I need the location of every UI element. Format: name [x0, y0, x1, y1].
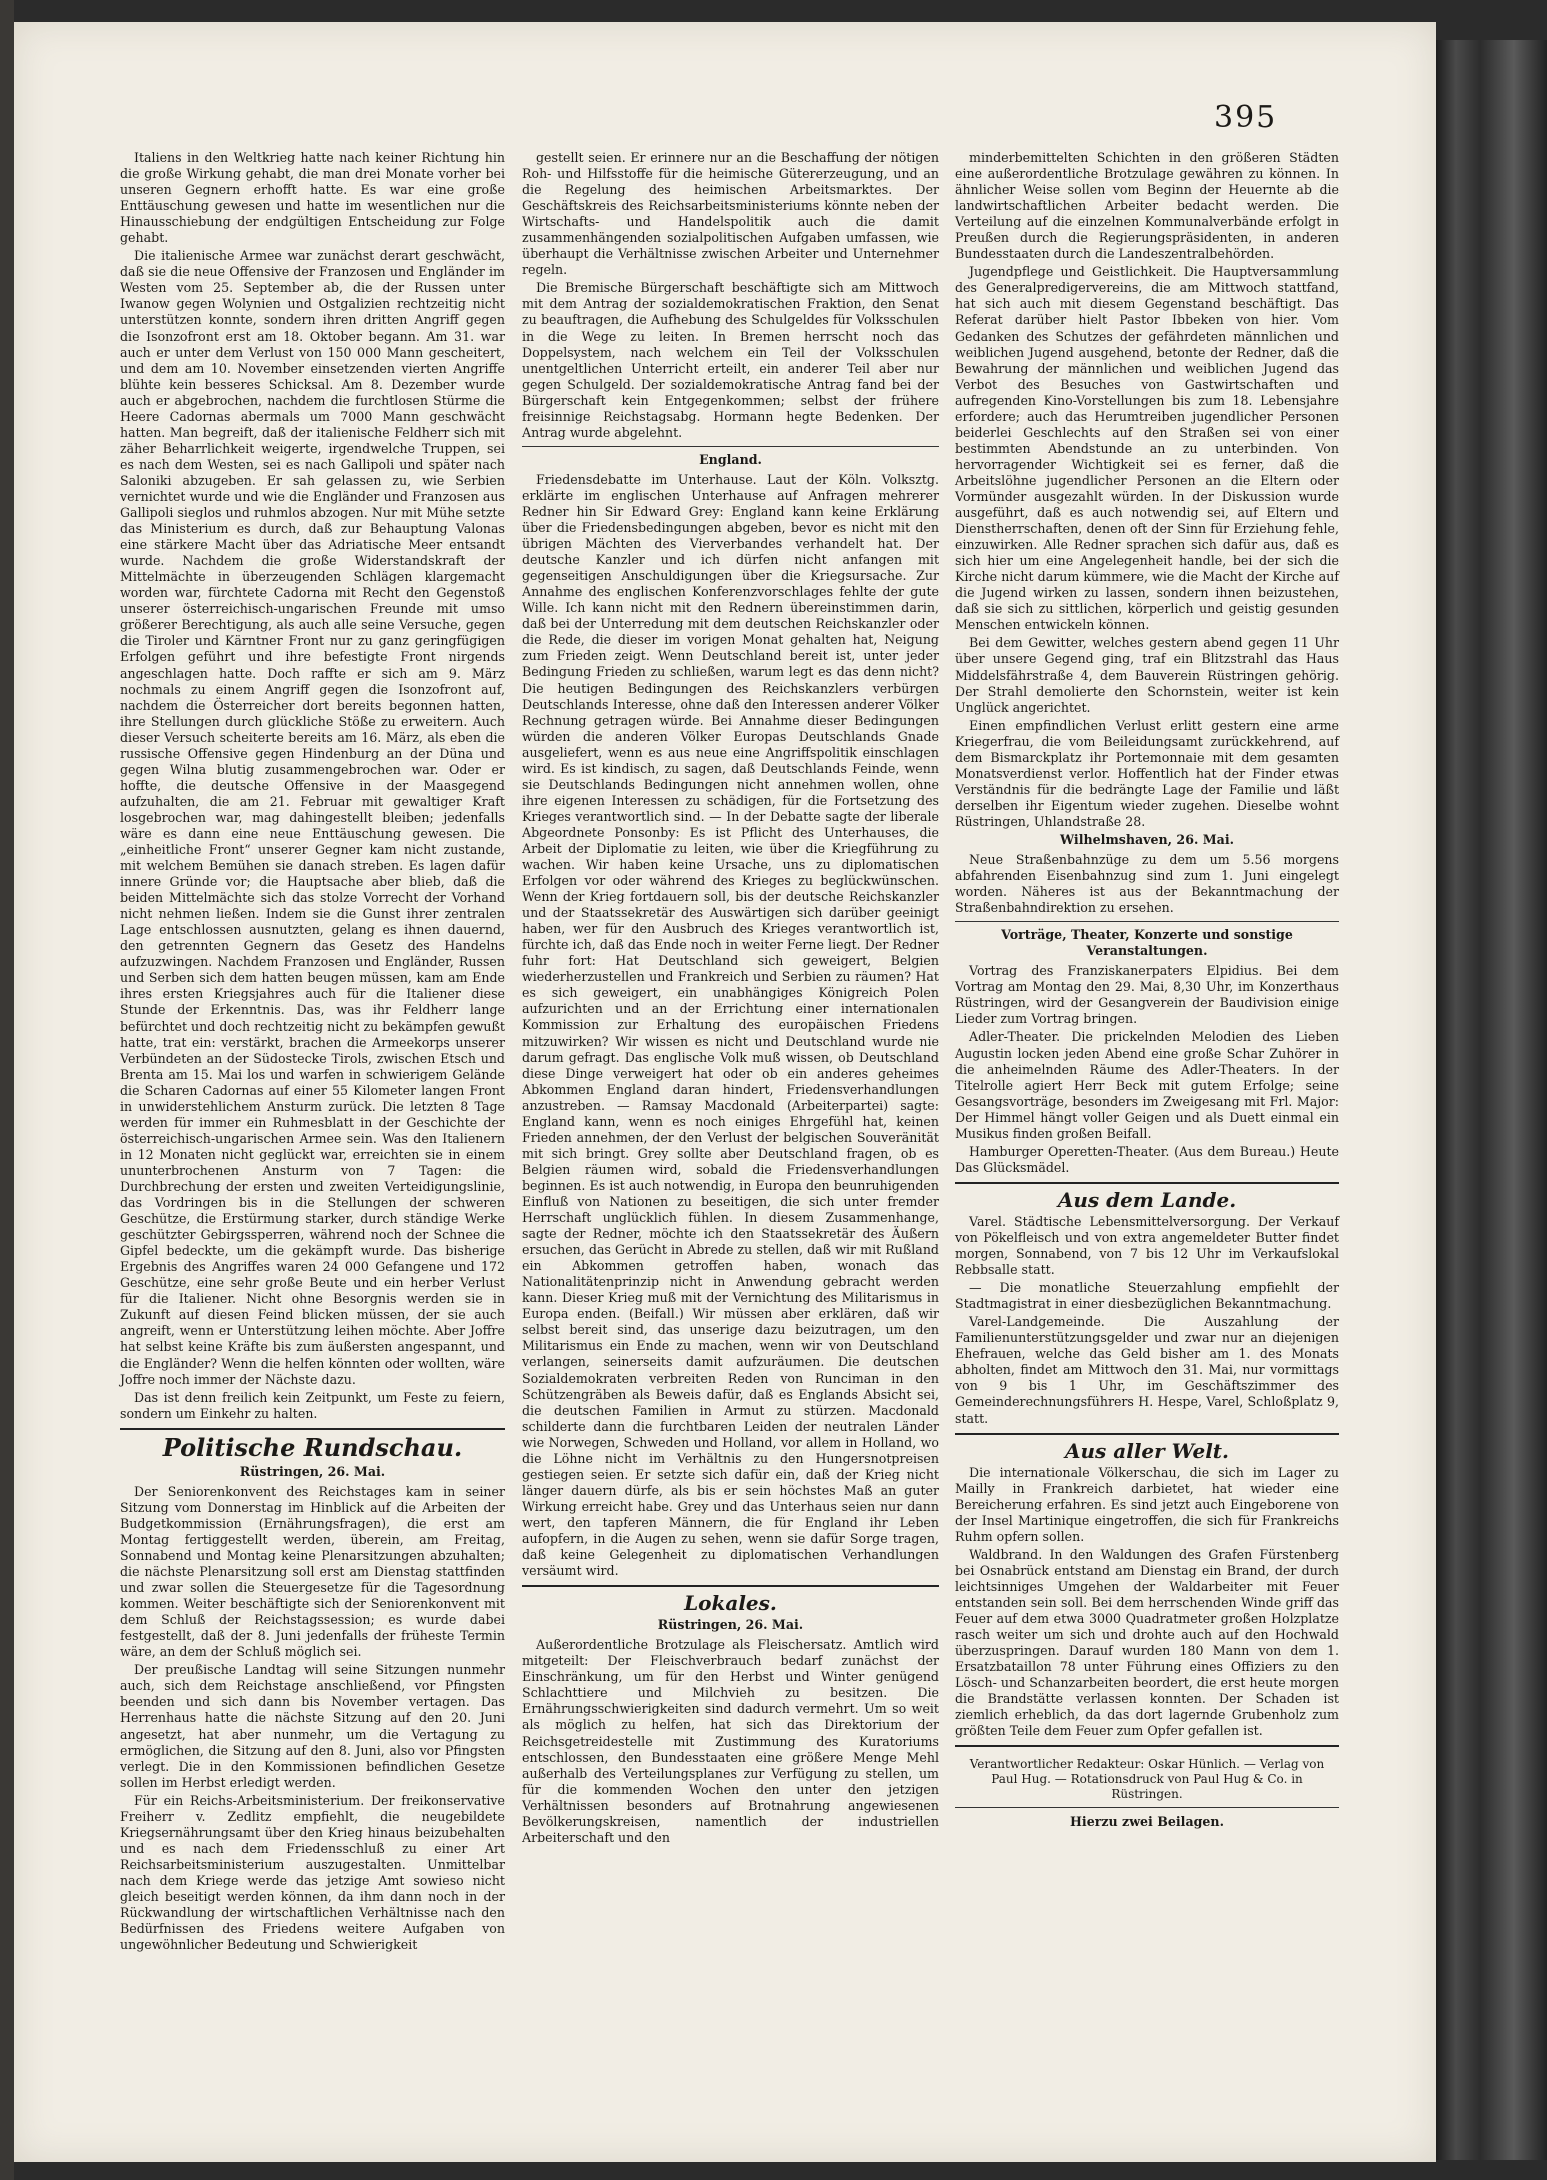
imprint [955, 1757, 1339, 1802]
dateline: Wilhelmshaven, 26. Mai. [1060, 831, 1234, 847]
book-spine [1436, 40, 1547, 2160]
supplements-note: Hierzu zwei Beilagen. [1070, 1814, 1224, 1830]
section-title-lokales: Lokales. [684, 1591, 777, 1616]
section-rule [955, 1433, 1339, 1435]
article-paragraph: Das ist denn freilich kein Zeitpunkt, um Feste zu feiern, sondern um Einkehr zu halten. [120, 1389, 505, 1421]
section-rule [955, 1745, 1339, 1747]
article-paragraph: Der preußische Landtag will seine Sitzungen nunmehr auch, sich dem Reichstage anschließend, vor Pfingsten beenden und sich dann bis November vertagen. Das Herrenhaus hatte die nächste Sitzung auf den 20. Juni angesetzt, hat aber nunmehr, um die Vertagung zu ermöglichen, die Sitzung auf den 8. Juni, also vor Pfingsten verlegt. Die in den Kommissionen befindlichen Gesetze sollen im Herbst erledigt werden. [120, 1662, 505, 1790]
article-paragraph: Neue Straßenbahnzüge zu dem um 5.56 morgens abfahrenden Eisenbahnzug sind zum 1. Juni eingelegt worden. Näheres ist aus der Bekanntmachung der Straßenbahndirektion zu ersehen. [955, 852, 1339, 916]
article-paragraph: Friedensdebatte im Unterhause. Laut der Köln. Volksztg. erklärte im englischen Unterhause auf Anfragen mehrerer Redner hin Sir Edward Grey: England kann keine Erklärung über die Friedensbedingungen abgeben, bevor es nicht mit den übrigen Mächten des Vierverbandes verhandelt hat. Der deutsche Kanzler und ich dürfen nicht anfangen mit gegenseitigen Anschuldigungen über die Kriegsursache. Zur Annahme des englischen Konferenzvorschlages fehlte der gute Wille. Ich kann nicht mit den Rednern übereinstimmen darin, daß bei der Unterredung mit dem deutschen Reichskanzler oder die Rede, die dieser im vorigen Monat gehalten hat, Neigung zum Frieden zeigt. Wenn Deutschland bereit ist, unter jeder Bedingung Frieden zu schließen, warum legt es das denn nicht? Die heutigen Bedingungen des Reichskanzlers verbürgen Deutschlands Interesse, ohne daß den Interessen anderer Völker Rechnung getragen würde. Bei Annahme dieser Bedingungen würden die anderen Völker Europas Deutschlands Gnade ausgeliefert, wenn es aus neue eine Angriffspolitik einschlagen wird. Es ist kindisch, zu sagen, daß Deutschlands Feinde, wenn sie Deutschlands Bedingungen nicht annehmen wollen, ohne ihre eigenen Interessen zu schädigen, für die Fortsetzung des Krieges verantwortlich sind. — In der Debatte sagte der liberale Abgeordnete Ponsonby: Es ist Pflicht des Unterhauses, die Arbeit der Diplomatie zu leiten, wie über die Kriegführung zu wachen. Wir haben keine Ursache, uns zu diplomatischen Erfolgen vor oder während des Krieges zu beglückwünschen. Wenn der Krieg fortdauern soll, bis der deutsche Reichskanzler und der Staatssekretär des Auswärtigen sich darüber geeinigt haben, wer für den Ausbruch des Krieges verantwortlich ist, fürchte ich, daß das Ende noch in weiter Ferne liegt. Der Redner fuhr fort: Hat Deutschland sich geweigert, Belgien wiederherzustellen und Frankreich und Serbien zu räumen? Hat es sich geweigert, ein unabhängiges Königreich Polen aufzurichten und an der Errichtung einer internationalen Kommission zur Erhaltung des europäischen Friedens mitzuwirken? Wir wissen es nicht und Deutschland wurde nie darum gefragt. Das englische Volk muß wissen, ob Deutschland diese Dinge verweigert hat oder ob ein anderes geheimes Abkommen England daran hindert, Friedensverhandlungen anzustreben. — Ramsay Macdonald (Arbeiterpartei) sagte: England kann, wenn es noch einiges Ehrgefühl hat, keinen Frieden annehmen, der den Verlust der belgischen Souveränität mit sich bringt. Grey sollte aber Deutschland fragen, ob es Belgien räumen wird, sobald die Friedensverhandlungen beginnen. Es ist auch notwendig, in Europa den beunruhigenden Einfluß von Nationen zu beseitigen, die sich unter fremder Herrschaft unglücklich fühlen. In diesem Zusammenhange, sagte der Redner, möchte ich den Staatssekretär des Äußern ersuchen, das Gerücht in Abrede zu stellen, daß wir mit Rußland ein Abkommen getroffen haben, wonach das Nationalitätenprinzip nicht in Anwendung gebracht werden kann. Dieser Krieg muß mit der Vernichtung des Militarismus in Europa enden. (Beifall.) Wir müssen aber erklären, daß wir selbst bereit sind, das unserige dazu beizutragen, um den Militarismus ein Ende zu machen, wenn wir von Deutschland verlangen, seinerseits damit aufzuräumen. Die deutschen Sozialdemokraten verbreiten Reden von Runciman in den Schützengräben als Beweis dafür, daß es Englands Absicht sei, die deutschen Familien in Armut zu stürzen. Macdonald schilderte dann die furchtbaren Leiden der neutralen Länder wie Norwegen, Schweden und Holland, vor allem in Holland, wo die Löhne nicht im Verhältnis zu den Hungersnotpreisen gestiegen seien. Er setzte sich dafür ein, daß der Krieg nicht länger dauern dürfe, als bis er sein höchstes Maß an guter Wirkung erreicht habe. Grey und das Unterhaus seien nur dann wert, den tapferen Männern, die für England ihr Leben aufopfern, in die Augen zu sehen, wenn sie dafür Sorge tragen, daß keine Gelegenheit zu diplomatischen Verhandlungen versäumt wird. [522, 471, 939, 1579]
article-paragraph: minderbemittelten Schichten in den größeren Städten eine außerordentliche Brotzulage gewähren zu können. In ähnlicher Weise sollen vom Beginn der Heuernte ab die landwirtschaftlichen Arbeiter bedacht werden. Die Verteilung auf die einzelnen Kommunalverbände erfolgt in Preußen durch die Regierungspräsidenten, in anderen Bundesstaaten durch die Landeszentralbehörden. [955, 150, 1339, 262]
article-paragraph: Italiens in den Weltkrieg hatte nach keiner Richtung hin die große Wirkung gehabt, die man drei Monate vorher bei unseren Gegnern erhofft hatte. Es war eine große Enttäuschung gewesen und hatte im wesentlichen nur die Hinausschiebung der endgültigen Entscheidung zur Folge gehabt. [120, 150, 505, 246]
article-paragraph: Varel-Landgemeinde. Die Auszahlung der Familienunterstützungsgelder und zwar nur an diejenigen Ehefrauen, welche das Geld bisher am 1. des Monats abholten, findet am Mittwoch den 31. Mai, nur vormittags von 9 bis 1 Uhr, im Geschäftszimmer des Gemeinderechnungsführers H. Hespe, Varel, Schloßplatz 9, statt. [955, 1314, 1339, 1426]
section-rule [522, 1585, 939, 1587]
article-paragraph: Waldbrand. In den Waldungen des Grafen Fürstenberg bei Osnabrück entstand am Dienstag ein Brand, der durch leichtsinniges Umgehen der Waldarbeiter mit Feuer entstanden sein soll. Bei dem herrschenden Winde griff das Feuer auf dem etwa 3000 Quadratmeter großen Holzplatze rasch weiter um sich und drohte auch auf den Hochwald überzuspringen. Darauf wurden 180 Mann von dem 1. Ersatzbataillon 78 unter Führung eines Offiziers zu den Lösch- und Schanzarbeiten beordert, die erst heute morgen die Brandstätte verlassen konnten. Der Schaden ist ziemlich erheblich, da das dort lagernde Grubenholz zum größten Teile dem Feuer zum Opfer gefallen ist. [955, 1546, 1339, 1739]
article-paragraph: Einen empfindlichen Verlust erlitt gestern eine arme Kriegerfrau, die vom Beileidungsamt zurückkehrend, auf dem Bismarckplatz ihr Portemonnaie mit dem gesamten Monatsverdienst verlor. Hoffentlich hat der Finder etwas Verständnis für die bedrängte Lage der Familie und läßt derselben ihr Eigentum wieder zugehen. Dieselbe wohnt Rüstringen, Uhlandstraße 28. [955, 717, 1339, 829]
article-paragraph: Hamburger Operetten-Theater. (Aus dem Bureau.) Heute Das Glücksmädel. [955, 1143, 1339, 1175]
section-rule [522, 446, 939, 447]
article-paragraph: Für ein Reichs-Arbeitsministerium. Der freikonservative Freiherr v. Zedlitz empfiehlt, die neugebildete Kriegsernährungsamt über den Krieg hinaus beizubehalten und es nach dem Friedensschluß zu einer Art Reichsarbeitsministerium auszugestalten. Unmittelbar nach dem Kriege werde das jetzige Amt sowieso nicht gleich beseitigt werden können, da ihm dann noch in der Rückwandlung der wirtschaftlichen Verhältnisse nach den Bedürfnissen des Friedens weitere Aufgaben von ungewöhnlicher Bedeutung und Schwierigkeit [120, 1792, 505, 1953]
article-paragraph: gestellt seien. Er erinnere nur an die Beschaffung der nötigen Roh- und Hilfsstoffe für die heimische Gütererzeugung, und an die Regelung des heimischen Arbeitsmarktes. Der Geschäftskreis des Reichsarbeitsministeriums könnte neben der Wirtschafts- und Handelspolitik auch die damit zusammenhängenden sozialpolitischen Aufgaben umfassen, wie überhaupt die Verhältnisse zwischen Arbeiter und Unternehmer regeln. [522, 150, 939, 278]
article-paragraph: Vortrag des Franziskanerpaters Elpidius. Bei dem Vortrag am Montag den 29. Mai, 8,30 Uhr, im Konzerthaus Rüstringen, wird der Gesangverein der Baudivision einige Lieder zum Vortrag bringen. [955, 963, 1339, 1027]
column-3 [955, 150, 1339, 1830]
article-paragraph: Jugendpflege und Geistlichkeit. Die Hauptversammlung des Generalpredigervereins, die am Mittwoch stattfand, hat sich auch mit diesem Gegenstand beschäftigt. Das Referat darüber hielt Pastor Ibbeken von hier. Vom Gedanken des Schutzes der gefährdeten männlichen und weiblichen Jugend ausgehend, betonte der Redner, daß die Bewahrung der männlichen und weiblichen Jugend das Verbot des Besuches von Gastwirtschaften und aufregenden Kino-Vorstellungen bis zum 18. Lebensjahre erfordere; auch das Herumtreiben jugendlicher Personen beiderlei Geschlechts auf den Straßen sei von einer bestimmten Abendstunde an zu unterbinden. Von hervorragender Wichtigkeit sei es ferner, daß die Arbeitslöhne jugendlicher Personen an die Eltern oder Vormünder ausgezahlt würden. In der Diskussion wurde ausgeführt, daß es auch notwendig sei, auf Eltern und Dienstherrschaften, denen oft der Sinn für Erziehung fehle, einzuwirken. Alle Redner sprachen sich dafür aus, daß es sich hier um eine Angelegenheit handle, bei der sich die Kirche nicht darum kümmere, wie die Macht der Kirche auf die Jugend wirken zu lassen, sondern ihnen beizustehen, daß sie sich zu sittlichen, körperlich und geistig gesunden Menschen entwickeln können. [955, 264, 1339, 633]
section-rule [955, 921, 1339, 922]
section-rule [120, 1428, 505, 1430]
section-title-politische-rundschau: Politische Rundschau. [162, 1432, 463, 1462]
section-rule [955, 1182, 1339, 1184]
imprint-text: Verantwortlicher Redakteur: Oskar Hünlich. — Verlag von Paul Hug. — Rotationsdruck von Paul Hug & Co. in Rüstringen. [969, 1757, 1325, 1802]
article-paragraph: Bei dem Gewitter, welches gestern abend gegen 11 Uhr über unsere Gegend ging, traf ein Blitzstrahl das Haus Middelsfährstraße 4, dem Bauverein Rüstringen gehörig. Der Strahl demolierte den Schornstein, weiter ist kein Unglück angerichtet. [955, 635, 1339, 715]
dateline: Rüstringen, 26. Mai. [239, 1463, 386, 1479]
page-number: 395 [1214, 100, 1278, 135]
article-paragraph: Der Seniorenkonvent des Reichstages kam in seiner Sitzung vom Donnerstag im Hinblick auf die Arbeiten der Budgetkommission (Ernährungsfragen), die erst am Montag fertiggestellt werden, überein, am Freitag, Sonnabend und Montag keine Plenarsitzungen abzuhalten; die nächste Plenarsitzung soll erst am Dienstag stattfinden und zwar sollen die Steuergesetze für die Tagesordnung kommen. Weiter beschäftigte sich der Seniorenkonvent mit dem Schluß der Reichstagssession; es wurde dabei festgestellt, daß der 8. Juni jedenfalls der früheste Termin wäre, an dem der Schluß möglich sei. [120, 1483, 505, 1660]
section-title-aus-aller-welt: Aus aller Welt. [1064, 1438, 1229, 1463]
column-1 [120, 150, 505, 1955]
dateline: Rüstringen, 26. Mai. [657, 1617, 804, 1633]
newspaper-page [14, 22, 1436, 2162]
column-2 [522, 150, 939, 1848]
section-title-england: England. [699, 451, 762, 467]
section-rule [955, 1807, 1339, 1808]
scan-left-edge [0, 0, 14, 2180]
article-paragraph: Außerordentliche Brotzulage als Fleischersatz. Amtlich wird mitgeteilt: Der Fleischverbrauch bedarf zunächst der Einschränkung, um für den Herbst und Winter genügend Schlachttiere und Milchvieh zu besitzen. Die Ernährungsschwierigkeiten sind dadurch vermehrt. Um so weit als möglich zu helfen, hat sich das Direktorium der Reichsgetreidestelle mit Zustimmung des Kuratoriums entschlossen, den Bundesstaaten eine größere Menge Mehl außerhalb des Verteilungsplanes zur Verfügung zu stellen, um für die kommenden Wochen den unter den jetzigen Verhältnissen besonders auf Brotnahrung angewiesenen Bevölkerungskreisen, namentlich der industriellen Arbeiterschaft und den [522, 1637, 939, 1845]
section-title-vortraege: Vorträge, Theater, Konzerte und sonstige Veranstaltungen. [1001, 927, 1293, 959]
article-paragraph: — Die monatliche Steuerzahlung empfiehlt der Stadtmagistrat in einer diesbezüglichen Bekanntmachung. [955, 1280, 1339, 1312]
article-paragraph: Adler-Theater. Die prickelnden Melodien des Lieben Augustin locken jeden Abend eine große Schar Zuhörer in die anheimelnden Räume des Adler-Theaters. In der Titelrolle agiert Herr Beck mit gutem Erfolge; seine Gesangsvorträge, besonders im Zweigesang mit Frl. Major: Der Himmel hängt voller Geigen und als Duett einmal ein Musikus finden großen Beifall. [955, 1029, 1339, 1141]
article-paragraph: Die internationale Völkerschau, die sich im Lager zu Mailly in Frankreich darbietet, hat wieder eine Bereicherung erfahren. Es sind jetzt auch Eingeborene von der Insel Martinique eingetroffen, die sich für Frankreichs Ruhm opfern sollen. [955, 1464, 1339, 1544]
article-paragraph: Die Bremische Bürgerschaft beschäftigte sich am Mittwoch mit dem Antrag der sozialdemokratischen Fraktion, den Senat zu beauftragen, die Aufhebung des Schulgeldes für Volksschulen in die Wege zu leiten. In Bremen herrscht noch das Doppelsystem, nach welchem ein Teil der Volksschulen unentgeltlichen Unterricht erteilt, ein anderer Teil aber nur gegen Schulgeld. Der sozialdemokratische Antrag fand bei der Bürgerschaft kein Entgegenkommen; selbst der frühere freisinnige Reichstagsabg. Hormann hegte Bedenken. Der Antrag wurde abgelehnt. [522, 280, 939, 440]
section-title-aus-dem-lande: Aus dem Lande. [1057, 1187, 1237, 1212]
article-paragraph: Varel. Städtische Lebensmittelversorgung. Der Verkauf von Pökelfleisch und von extra angemeldeter Butter findet morgen, Sonnabend, von 7 bis 12 Uhr im Verkaufslokal Rebbsalle statt. [955, 1213, 1339, 1278]
article-paragraph: Die italienische Armee war zunächst derart geschwächt, daß sie die neue Offensive der Franzosen und Engländer im Westen vom 25. September ab, die der Russen unter Iwanow gegen Wolynien und Ostgalizien rechtzeitig nicht unterstützen konnte, sondern ihren dritten Angriff gegen die Isonzofront erst am 18. Oktober begann. Am 31. war auch er unter dem Verlust von 150 000 Mann gescheitert, und dem am 10. November einsetzenden vierten Angriffe blühte kein besseres Schicksal. Am 8. Dezember wurde auch er abgebrochen, nachdem die furchtlosen Stürme die Heere Cadornas abermals um 7000 Mann geschwächt hatten. Man begreift, daß der italienische Feldherr sich mit zäher Beharrlichkeit weigerte, irgendwelche Truppen, sei es nach dem Westen, sei es nach Gallipoli und später nach Saloniki abzugeben. Er sah gelassen zu, wie Serbien vernichtet wurde und wie die Engländer und Franzosen aus Gallipoli sieglos und ruhmlos abzogen. Nur mit Mühe setzte das Ministerium es durch, daß zur Behauptung Valonas eine stärkere Macht über das Adriatische Meer entsandt wurde. Nachdem die große Widerstandskraft der Mittelmächte in überzeugenden Schlägen klargemacht worden war, fürchtete Cadorna mit Recht den Gegenstoß unserer österreichisch-ungarischen Freunde mit umso größerer Berechtigung, als auch alle seine Versuche, gegen die Tiroler und Kärntner Front nur zu ganz geringfügigen Erfolgen geführt und ihre befestigte Front nirgends angeschlagen hatte. Doch raffte er sich am 9. März nochmals zu einem Angriff gegen die Isonzofront auf, nachdem die Österreicher dort bereits begonnen hatten, ihre Stellungen durch glückliche Stöße zu erweitern. Auch dieser Versuch scheiterte bereits am 16. März, als eben die russische Offensive gegen Hindenburg an der Düna und gegen Wilna blutig zusammengebrochen war. Oder er hoffte, die deutsche Offensive in der Maasgegend aufzuhalten, die am 21. Februar mit gewaltiger Kraft losgebrochen war, mag dahingestellt bleiben; jedenfalls wäre es dann eine neue Enttäuschung gewesen. Die „einheitliche Front“ unserer Gegner kam nicht zustande, mit welchem Bemühen sie danach streben. Es lagen dafür innere Gründe vor; die Hauptsache aber blieb, daß die beiden Mittelmächte sich das stolze Vorrecht der Vorhand nicht nehmen ließen. Indem sie die Gunst ihrer zentralen Lage entschlossen ausnutzten, gelang es ihnen dauernd, den getrennten Gegnern das Gesetz des Handelns aufzuzwingen. Nachdem Franzosen und Engländer, Russen und Serben sich dem hatten beugen müssen, kam am Ende ihres ersten Kriegsjahres auch für die Italiener diese Stunde der Erkenntnis. Das, was ihr Feldherr lange befürchtet und doch rechtzeitig nicht zu bekämpfen gewußt hatte, trat ein: verstärkt, brachen die Armeekorps unserer Verbündeten an der Südostecke Tirols, zwischen Etsch und Brenta am 15. Mai los und warfen in schwierigem Gelände die Scharen Cadornas auf einer 55 Kilometer langen Front in unwiderstehlichem Ansturm zurück. Die letzten 8 Tage werden für immer ein Ruhmesblatt in der Geschichte der österreichisch-ungarischen Armee sein. Was den Italienern in 12 Monaten nicht geglückt war, erreichten sie in einem ununterbrochenen Ansturm von 7 Tagen: die Durchbrechung der ersten und zweiten Verteidigungslinie, das Vordringen bis in die Stellungen der schweren Geschütze, die Erstürmung starker, durch ständige Werke geschützter Gebirgssperren, während noch der Schnee die Gipfel bedeckte, um die gekämpft wurde. Das bisherige Ergebnis des Angriffes waren 24 000 Gefangene und 172 Geschütze, eine sehr große Beute und ein herber Verlust für die Italiener. Nicht ohne Besorgnis werden sie in Zukunft auf diesen Feind blicken müssen, der sie auch angreift, wenn er Unterstützung leihen möchte. Aber Joffre hat selbst keine Kräfte bis zum äußersten angespannt, und die Engländer? Wenn die helfen könnten oder wollten, wäre Joffre noch immer der Nächste dazu. [120, 248, 505, 1387]
